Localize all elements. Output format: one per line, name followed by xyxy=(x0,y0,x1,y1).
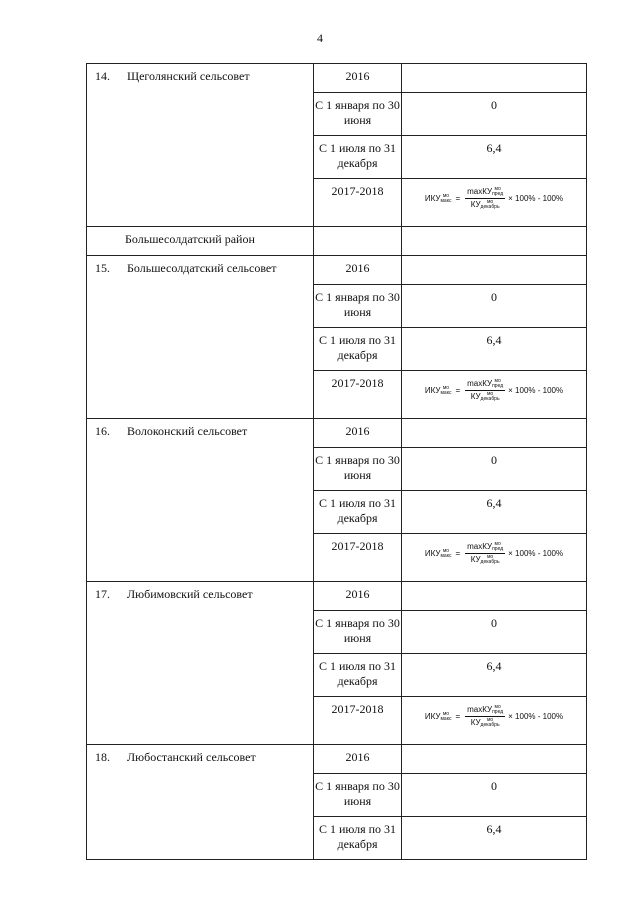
period-cell xyxy=(314,448,402,491)
period-label: С 1 января по 30 июня xyxy=(315,98,400,127)
period-cell xyxy=(314,179,402,227)
tariff-index-table xyxy=(86,63,587,860)
formula-denominator xyxy=(469,199,502,210)
period-cell xyxy=(314,285,402,328)
formula-numerator-sub: пред xyxy=(492,546,504,552)
period-label: 2016 xyxy=(345,424,370,438)
formula-lhs-text: ИКУ xyxy=(424,385,441,395)
formula-lhs xyxy=(425,194,452,204)
formula-lhs xyxy=(425,712,452,722)
index-value: 6,4 xyxy=(486,822,502,836)
formula-numerator-sub: пред xyxy=(492,191,504,197)
formula-numerator xyxy=(465,379,505,391)
formula-denominator-text: КУ xyxy=(470,718,481,728)
formula-denominator xyxy=(469,391,502,402)
formula-denominator-sup: мо xyxy=(486,391,494,397)
district-row xyxy=(87,227,587,256)
formula-denominator-sub: декабрь xyxy=(480,722,500,728)
value-cell xyxy=(402,328,587,371)
formula-lhs-sub: макс xyxy=(440,552,452,559)
formula-denominator-sup: мо xyxy=(486,717,494,723)
value-cell xyxy=(402,136,587,179)
formula-numerator-text: maxКУ xyxy=(467,705,493,715)
index-value: 0 xyxy=(491,98,497,112)
formula-denominator-text: КУ xyxy=(470,392,481,402)
formula-numerator xyxy=(465,705,505,717)
period-cell xyxy=(314,745,402,774)
settlement-cell xyxy=(87,419,314,582)
formula-lhs-text: ИКУ xyxy=(424,711,441,721)
formula-tail: × 100% - 100% xyxy=(508,194,564,203)
formula-equals: = xyxy=(455,194,461,203)
period-cell xyxy=(314,611,402,654)
page-number: 4 xyxy=(317,31,323,45)
formula-denominator-sub: декабрь xyxy=(480,559,500,565)
district-name-cell xyxy=(87,227,314,256)
value-cell xyxy=(402,745,587,774)
index-value: 6,4 xyxy=(486,659,502,673)
value-cell xyxy=(402,419,587,448)
settlement-name: Любостанский сельсовет xyxy=(127,750,256,764)
period-cell xyxy=(314,491,402,534)
formula-numerator-text: maxКУ xyxy=(467,187,493,197)
table-body xyxy=(87,64,587,860)
formula-numerator-text: maxКУ xyxy=(467,379,493,389)
period-label: 2016 xyxy=(345,587,370,601)
value-cell xyxy=(402,285,587,328)
settlement-name: Большесолдатский сельсовет xyxy=(127,261,277,275)
formula-lhs-sub: макс xyxy=(440,197,452,204)
formula-tail: × 100% - 100% xyxy=(508,549,564,558)
index-value: 6,4 xyxy=(486,141,502,155)
period-cell xyxy=(314,697,402,745)
period-label: С 1 января по 30 июня xyxy=(315,453,400,482)
value-cell xyxy=(402,448,587,491)
formula-lhs-sup: мо xyxy=(442,192,450,199)
row-number: 16. xyxy=(95,424,110,438)
formula-numerator-sup: мо xyxy=(494,186,501,192)
formula-numerator-sub: пред xyxy=(492,383,504,389)
empty-cell xyxy=(402,227,587,256)
formula-denominator xyxy=(469,717,502,728)
index-value: 6,4 xyxy=(486,496,502,510)
value-cell xyxy=(402,534,587,582)
index-value: 0 xyxy=(491,453,497,467)
formula-denominator-sup: мо xyxy=(486,199,494,205)
formula-tail: × 100% - 100% xyxy=(508,712,564,721)
formula-equals: = xyxy=(455,549,461,558)
formula-numerator xyxy=(465,542,505,554)
value-cell xyxy=(402,491,587,534)
period-cell xyxy=(314,534,402,582)
formula-numerator-sup: мо xyxy=(494,378,501,384)
period-cell xyxy=(314,328,402,371)
period-label: С 1 января по 30 июня xyxy=(315,779,400,808)
period-label: С 1 июля по 31 декабря xyxy=(318,659,397,688)
period-cell xyxy=(314,371,402,419)
formula-denominator-sub: декабрь xyxy=(480,396,500,402)
formula-equals: = xyxy=(455,712,461,721)
formula-lhs-sup: мо xyxy=(442,547,450,554)
period-label: 2016 xyxy=(345,69,370,83)
formula-denominator-text: КУ xyxy=(470,200,481,210)
formula-equals: = xyxy=(455,386,461,395)
period-cell xyxy=(314,256,402,285)
formula-numerator xyxy=(465,187,505,199)
period-cell xyxy=(314,136,402,179)
formula xyxy=(425,379,563,402)
value-cell xyxy=(402,654,587,697)
settlement-name: Волоконский сельсовет xyxy=(127,424,248,438)
value-cell xyxy=(402,179,587,227)
period-label: 2017-2018 xyxy=(331,376,384,390)
period-label: 2017-2018 xyxy=(331,702,384,716)
formula-denominator-sup: мо xyxy=(486,554,494,560)
settlement-cell xyxy=(87,64,314,227)
value-cell xyxy=(402,611,587,654)
settlement-name: Щеголянский сельсовет xyxy=(127,69,250,83)
value-cell xyxy=(402,582,587,611)
formula-lhs-sub: макс xyxy=(440,715,452,722)
value-cell xyxy=(402,817,587,860)
formula-denominator xyxy=(469,554,502,565)
value-cell xyxy=(402,93,587,136)
index-value: 6,4 xyxy=(486,333,502,347)
formula-numerator-text: maxКУ xyxy=(467,542,493,552)
formula xyxy=(425,187,563,210)
formula-tail: × 100% - 100% xyxy=(508,386,564,395)
period-label: С 1 января по 30 июня xyxy=(315,616,400,645)
period-cell xyxy=(314,582,402,611)
formula-denominator-text: КУ xyxy=(470,555,481,565)
period-label: 2016 xyxy=(345,261,370,275)
district-name: Большесолдатский район xyxy=(125,232,255,246)
period-cell xyxy=(314,93,402,136)
table-row xyxy=(87,582,587,611)
period-label: 2016 xyxy=(345,750,370,764)
period-label: С 1 июля по 31 декабря xyxy=(318,822,397,851)
formula-numerator-sub: пред xyxy=(492,709,504,715)
table-row xyxy=(87,256,587,285)
formula-lhs xyxy=(425,386,452,396)
row-number: 15. xyxy=(95,261,110,275)
settlement-name: Любимовский сельсовет xyxy=(127,587,253,601)
settlement-cell xyxy=(87,582,314,745)
row-number: 14. xyxy=(95,69,110,83)
formula-fraction xyxy=(465,542,505,565)
value-cell xyxy=(402,256,587,285)
formula-lhs-sub: макс xyxy=(440,389,452,396)
period-label: С 1 января по 30 июня xyxy=(315,290,400,319)
value-cell xyxy=(402,697,587,745)
value-cell xyxy=(402,371,587,419)
row-number: 18. xyxy=(95,750,110,764)
period-label: 2017-2018 xyxy=(331,184,384,198)
formula-fraction xyxy=(465,379,505,402)
period-label: С 1 июля по 31 декабря xyxy=(318,496,397,525)
formula-numerator-sup: мо xyxy=(494,541,501,547)
period-label: С 1 июля по 31 декабря xyxy=(318,333,397,362)
formula-lhs-text: ИКУ xyxy=(424,193,441,203)
settlement-cell xyxy=(87,256,314,419)
formula-lhs xyxy=(425,549,452,559)
formula-lhs-sup: мо xyxy=(442,710,450,717)
period-cell xyxy=(314,774,402,817)
table-row xyxy=(87,419,587,448)
formula-lhs-text: ИКУ xyxy=(424,548,441,558)
formula-fraction xyxy=(465,187,505,210)
formula-fraction xyxy=(465,705,505,728)
table-row xyxy=(87,64,587,93)
period-cell xyxy=(314,654,402,697)
formula-numerator-sup: мо xyxy=(494,704,501,710)
period-label: С 1 июля по 31 декабря xyxy=(318,141,397,170)
index-value: 0 xyxy=(491,779,497,793)
empty-cell xyxy=(314,227,402,256)
period-cell xyxy=(314,64,402,93)
index-value: 0 xyxy=(491,616,497,630)
value-cell xyxy=(402,774,587,817)
period-label: 2017-2018 xyxy=(331,539,384,553)
formula-denominator-sub: декабрь xyxy=(480,204,500,210)
formula xyxy=(425,542,563,565)
index-value: 0 xyxy=(491,290,497,304)
value-cell xyxy=(402,64,587,93)
formula xyxy=(425,705,563,728)
formula-lhs-sup: мо xyxy=(442,384,450,391)
table-row xyxy=(87,745,587,774)
row-number: 17. xyxy=(95,587,110,601)
period-cell xyxy=(314,817,402,860)
period-cell xyxy=(314,419,402,448)
settlement-cell xyxy=(87,745,314,860)
